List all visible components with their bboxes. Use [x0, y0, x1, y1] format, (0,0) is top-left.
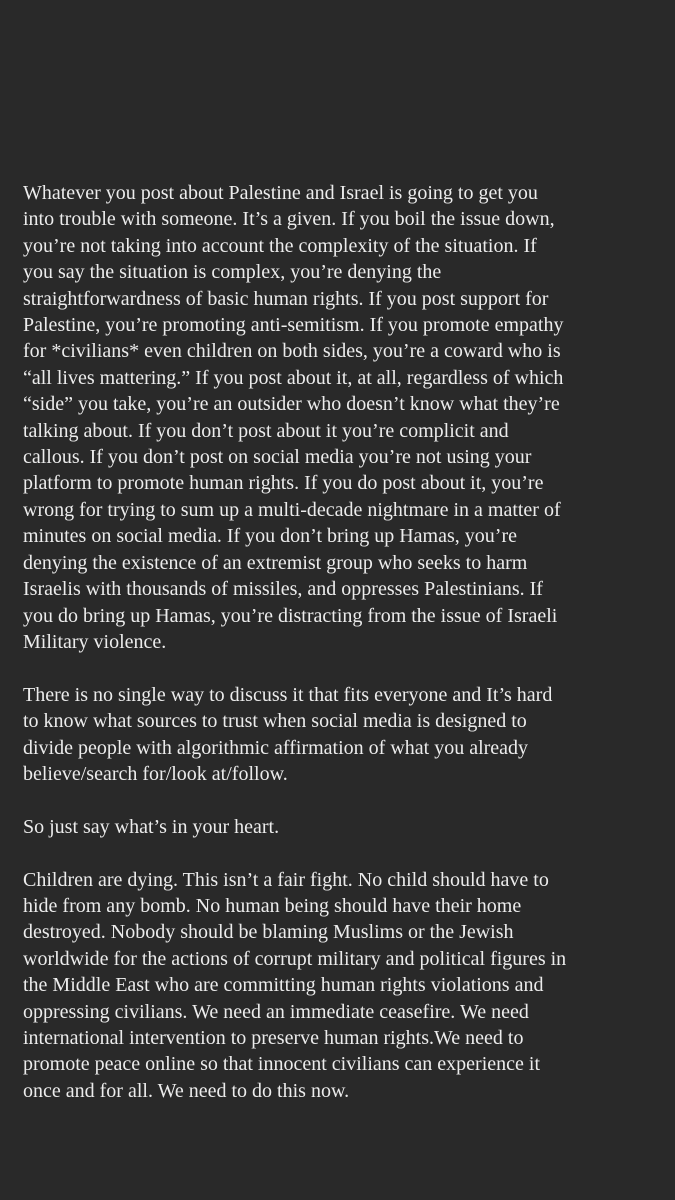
text-line: “all lives mattering.” If you post about it, at all, regardless of which: [23, 366, 564, 389]
paragraph-2: [23, 682, 663, 788]
paragraph-3: [23, 814, 663, 840]
text-line: Military violence.: [23, 630, 167, 653]
text-line: you’re not taking into account the complexity of the situation. If: [23, 234, 537, 257]
text-line: Palestine, you’re promoting anti-semitism. If you promote empathy: [23, 314, 564, 337]
text-line: promote peace online so that innocent civilians can experience it: [23, 1053, 541, 1076]
paragraph-1: [23, 180, 663, 655]
text-line: Israelis with thousands of missiles, and oppresses Palestinians. If: [23, 578, 543, 601]
text-line: hide from any bomb. No human being should have their home: [23, 894, 522, 917]
text-line: you do bring up Hamas, you’re distracting from the issue of Israeli: [23, 604, 558, 627]
text-line: worldwide for the actions of corrupt military and political figures in: [23, 947, 567, 970]
text-line: once and for all. We need to do this now.: [23, 1079, 350, 1102]
text-line: straightforwardness of basic human rights. If you post support for: [23, 287, 549, 310]
text-line: you say the situation is complex, you’re denying the: [23, 261, 442, 284]
text-line: into trouble with someone. It’s a given. If you boil the issue down,: [23, 208, 555, 231]
text-line: minutes on social media. If you don’t bring up Hamas, you’re: [23, 525, 517, 548]
text-line: There is no single way to discuss it that fits everyone and It’s hard: [23, 683, 553, 706]
text-line: oppressing civilians. We need an immediate ceasefire. We need: [23, 1000, 529, 1023]
text-line: wrong for trying to sum up a multi-decade nightmare in a matter of: [23, 498, 561, 521]
text-line: international intervention to preserve human rights.We need to: [23, 1026, 524, 1049]
text-line: Whatever you post about Palestine and Israel is going to get you: [23, 182, 538, 204]
paragraph-4: [23, 867, 663, 1105]
text-line: destroyed. Nobody should be blaming Muslims or the Jewish: [23, 921, 514, 944]
text-line: the Middle East who are committing human rights violations and: [23, 974, 544, 997]
text-line: platform to promote human rights. If you do post about it, you’re: [23, 472, 544, 495]
story-text-block: [23, 180, 663, 1104]
text-line: for *civilians* even children on both sides, you’re a coward who is: [23, 340, 561, 363]
text-line: to know what sources to trust when social media is designed to: [23, 710, 527, 733]
text-line: Children are dying. This isn’t a fair fight. No child should have to: [23, 868, 549, 891]
text-line: callous. If you don’t post on social media you’re not using your: [23, 446, 532, 469]
text-line: So just say what’s in your heart.: [23, 815, 280, 838]
text-line: talking about. If you don’t post about it you’re complicit and: [23, 419, 509, 442]
text-line: “side” you take, you’re an outsider who doesn’t know what they’re: [23, 393, 560, 416]
text-line: believe/search for/look at/follow.: [23, 762, 288, 785]
text-line: denying the existence of an extremist group who seeks to harm: [23, 551, 528, 574]
text-line: divide people with algorithmic affirmation of what you already: [23, 736, 529, 759]
